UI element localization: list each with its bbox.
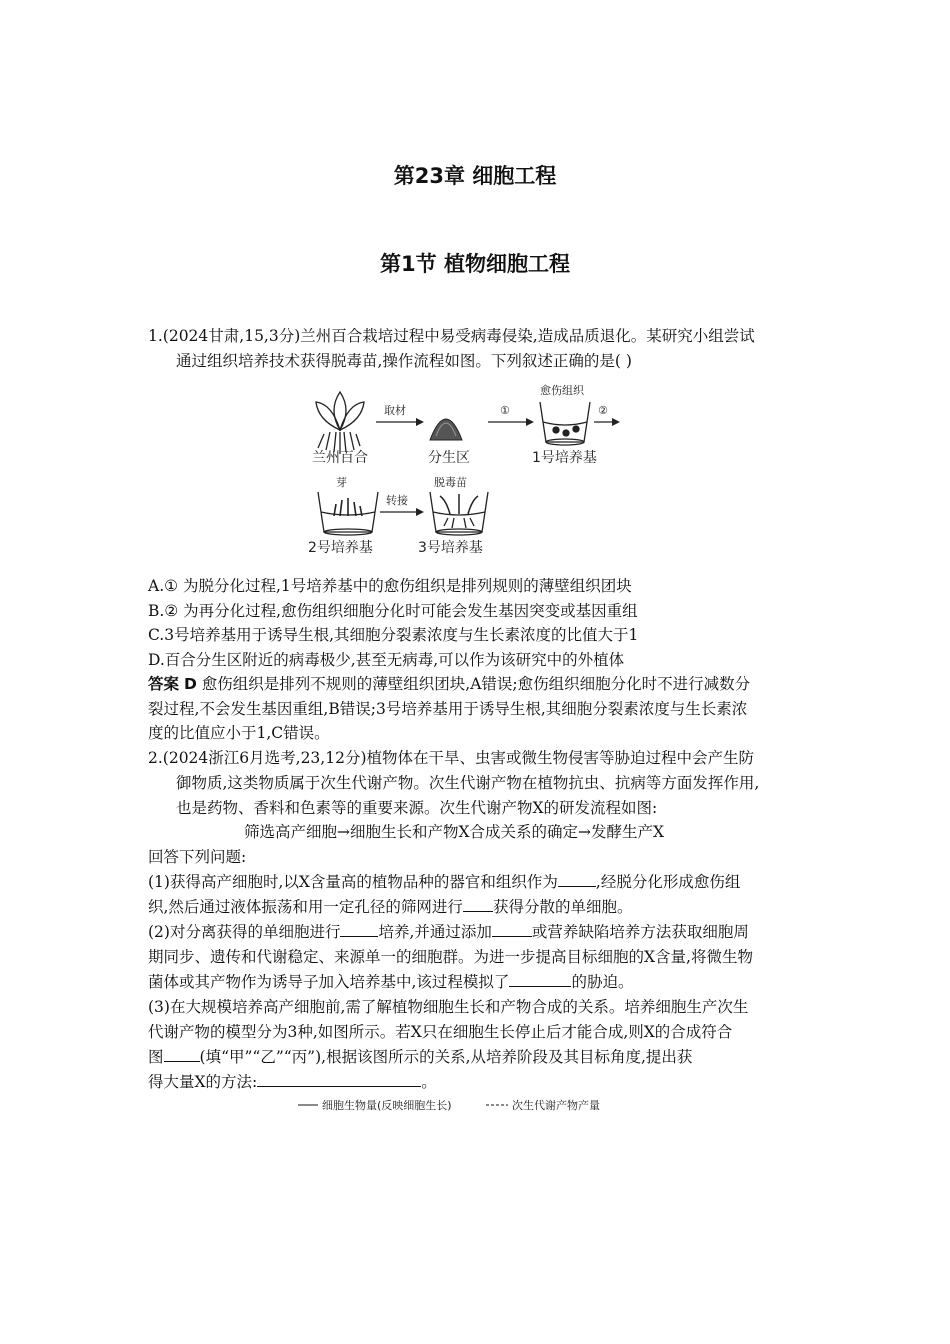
medium2-beaker-icon [318,492,378,535]
q2-p1-text-d: 获得分散的单细胞。 [492,898,633,916]
answer-text-1: 愈伤组织是排列不规则的薄壁组织团块,A错误;愈伤组织细胞分化时不进行减数分 [201,675,751,693]
answer-blank[interactable] [257,1072,421,1087]
medium1-beaker-icon [540,402,590,445]
q2-part3-line1: (3)在大规模培养高产细胞前,需了解植物细胞生长和产物合成的关系。培养细胞生产次生 [148,998,749,1016]
answer-label: 答案 [148,675,180,693]
q2-p2-text-b: 培养,并通过添加 [378,923,492,941]
answer-blank[interactable] [340,922,378,937]
answer-blank[interactable] [492,922,532,937]
q2-p1-text-b: ,经脱分化形成愈伤组 [595,873,741,891]
medium3-label: 3号培养基 [418,540,483,556]
legend-dashed-label: 次生代谢产物产量 [512,1099,600,1112]
q2-figure-legend [296,1094,656,1116]
plant-label: 兰州百合 [312,450,368,466]
q2-p2-text-a: (2)对分离获得的单细胞进行 [148,923,341,941]
seedling-label: 脱毒苗 [434,476,467,489]
q2-part3-line2: 代谢产物的模型分为3种,如图所示。若X只在细胞生长停止后才能合成,则X的合成符合 [148,1023,733,1041]
q2-part1-line2 [148,896,632,918]
medium3-beaker-icon [430,492,488,535]
q2-p2-text-c: 或营养缺陷培养方法获取细胞周 [531,923,749,941]
step1-label: ① [500,404,510,417]
q2-part2-line2: 期同步、遗传和代谢稳定、来源单一的细胞群。为进一步提高目标细胞的X含量,将微生物 [148,948,753,966]
section-title: 第1节 植物细胞工程 [380,252,570,276]
step2-label: ② [598,404,608,417]
q2-part3-line4 [148,1071,437,1093]
q1-answer-line2: 裂过程,不会发生基因重组,B错误;3号培养基用于诱导生根,其细胞分裂素浓度与生长素浓 [148,700,748,718]
q1-answer-line3: 度的比值应小于1,C错误。 [148,724,330,742]
q2-p1-text-a: (1)获得高产细胞时,以X含量高的植物品种的器官和组织作为 [148,873,558,891]
q2-part1-line1 [148,871,740,893]
answer-blank[interactable] [463,897,493,912]
q2-p3-text-c: 图 [148,1048,164,1066]
bud-label: 芽 [336,476,347,489]
legend-solid-label: 细胞生物量(反映细胞生长) [322,1099,452,1112]
q1-option-b: B.② 为再分化过程,愈伤组织细胞分化时可能会发生基因突变或基因重组 [148,602,638,620]
q2-p2-text-f: 的胁迫。 [571,973,634,991]
answer-blank[interactable] [509,972,571,987]
q2-part2-line1 [148,921,749,943]
q2-stem-line2: 御物质,这类物质属于次生代谢产物。次生代谢产物在植物抗虫、抗病等方面发挥作用, [176,774,760,792]
medium2-label: 2号培养基 [308,540,373,556]
q2-p3-text-f: 。 [421,1073,437,1091]
q1-figure [300,380,620,560]
q2-stem-line1: 2.(2024浙江6月选考,23,12分)植物体在干旱、虫害或微生物侵害等胁迫过程中会产生防 [148,749,754,767]
q1-option-c: C.3号培养基用于诱导生根,其细胞分裂素浓度与生长素浓度的比值大于1 [148,626,639,644]
callus-label: 愈伤组织 [540,384,584,397]
answer-letter: D [183,675,197,693]
meristem-label: 分生区 [428,450,470,466]
answer-blank[interactable] [558,872,596,887]
meristem-icon [430,419,462,440]
answer-blank[interactable] [164,1047,200,1062]
chapter-title: 第23章 细胞工程 [393,164,557,188]
q1-option-d: D.百合分生区附近的病毒极少,甚至无病毒,可以作为该研究中的外植体 [148,651,625,669]
take-label: 取材 [384,404,406,417]
transfer-label: 转接 [386,494,408,507]
q2-flow: 筛选高产细胞→细胞生长和产物X合成关系的确定→发酵生产X [244,823,665,841]
q2-p2-text-e: 菌体或其产物作为诱导子加入培养基中,该过程模拟了 [148,973,510,991]
q2-p3-text-d: (填“甲”“乙”“丙”),根据该图所示的关系,从培养阶段及其目标角度,提出获 [199,1048,693,1066]
q1-stem-line1: 1.(2024甘肃,15,3分)兰州百合栽培过程中易受病毒侵染,造成品质退化。某研究小组尝试 [148,327,755,345]
q2-part2-line3 [148,971,633,993]
q2-prompt: 回答下列问题: [148,848,247,866]
q2-p1-text-c: 织,然后通过液体振荡和用一定孔径的筛网进行 [148,898,463,916]
medium1-label: 1号培养基 [532,450,597,466]
q2-p3-text-e: 得大量X的方法: [148,1073,258,1091]
q2-part3-line3 [148,1046,692,1068]
q1-answer-line1 [148,673,750,695]
q1-option-a: A.① 为脱分化过程,1号培养基中的愈伤组织是排列规则的薄壁组织团块 [148,577,632,595]
q2-stem-line3: 也是药物、香料和色素等的重要来源。次生代谢产物X的研发流程如图: [176,799,658,817]
q1-stem-line2: 通过组织培养技术获得脱毒苗,操作流程如图。下列叙述正确的是( ) [176,352,632,370]
lily-plant-icon [316,392,364,454]
